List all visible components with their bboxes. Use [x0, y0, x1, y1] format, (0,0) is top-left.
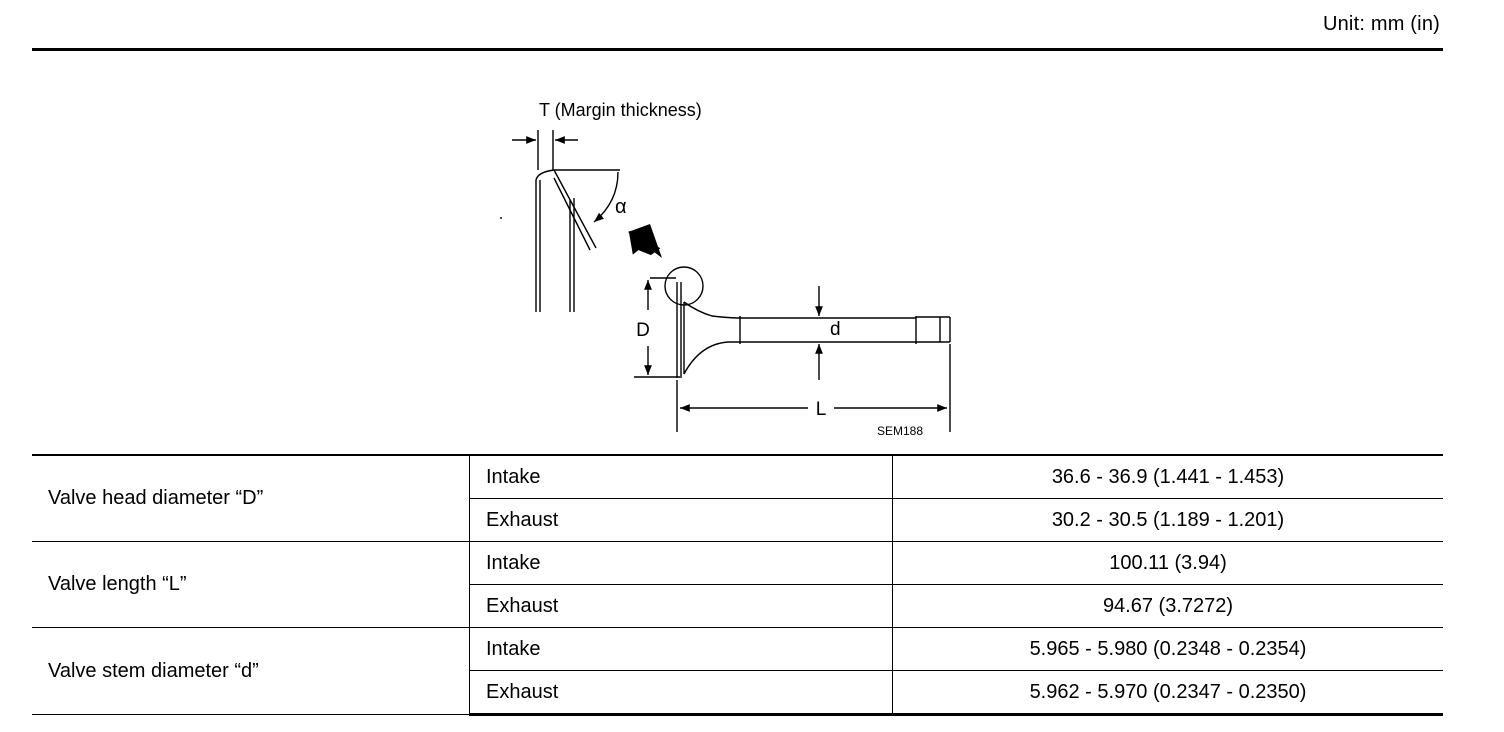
table-row — [32, 542, 1443, 585]
type-cell: Exhaust — [470, 671, 893, 715]
table-row — [32, 455, 1443, 499]
item-label: Valve length “L” — [32, 542, 470, 628]
type-cell: Exhaust — [470, 585, 893, 628]
unit-label: Unit: mm (in) — [1322, 13, 1440, 35]
valve-diagram-svg — [490, 90, 970, 440]
value-cell: 94.67 (3.7272) — [893, 585, 1444, 628]
d-head-label: D — [636, 320, 650, 341]
value-cell: 36.6 - 36.9 (1.441 - 1.453) — [893, 455, 1444, 499]
angle-label: α — [615, 196, 627, 218]
type-cell: Intake — [470, 628, 893, 671]
figure-code: SEM188 — [876, 424, 924, 438]
type-cell: Intake — [470, 542, 893, 585]
type-cell: Intake — [470, 455, 893, 499]
table-row — [32, 628, 1443, 671]
margin-label: T (Margin thickness) — [539, 100, 702, 120]
item-label: Valve head diameter “D” — [32, 455, 470, 542]
valve-diagram — [490, 90, 970, 440]
type-cell: Exhaust — [470, 499, 893, 542]
length-label: L — [815, 399, 827, 420]
top-rule — [32, 48, 1443, 51]
item-label: Valve stem diameter “d” — [32, 628, 470, 715]
value-cell: 5.962 - 5.970 (0.2347 - 0.2350) — [893, 671, 1444, 715]
value-cell: 5.965 - 5.980 (0.2348 - 0.2354) — [893, 628, 1444, 671]
margin-detail-view — [500, 130, 620, 312]
stem-d-label: d — [830, 319, 841, 340]
value-cell: 100.11 (3.94) — [893, 542, 1444, 585]
value-cell: 30.2 - 30.5 (1.189 - 1.201) — [893, 499, 1444, 542]
valve-spec-table — [32, 454, 1443, 716]
valve-side-view — [634, 267, 950, 432]
